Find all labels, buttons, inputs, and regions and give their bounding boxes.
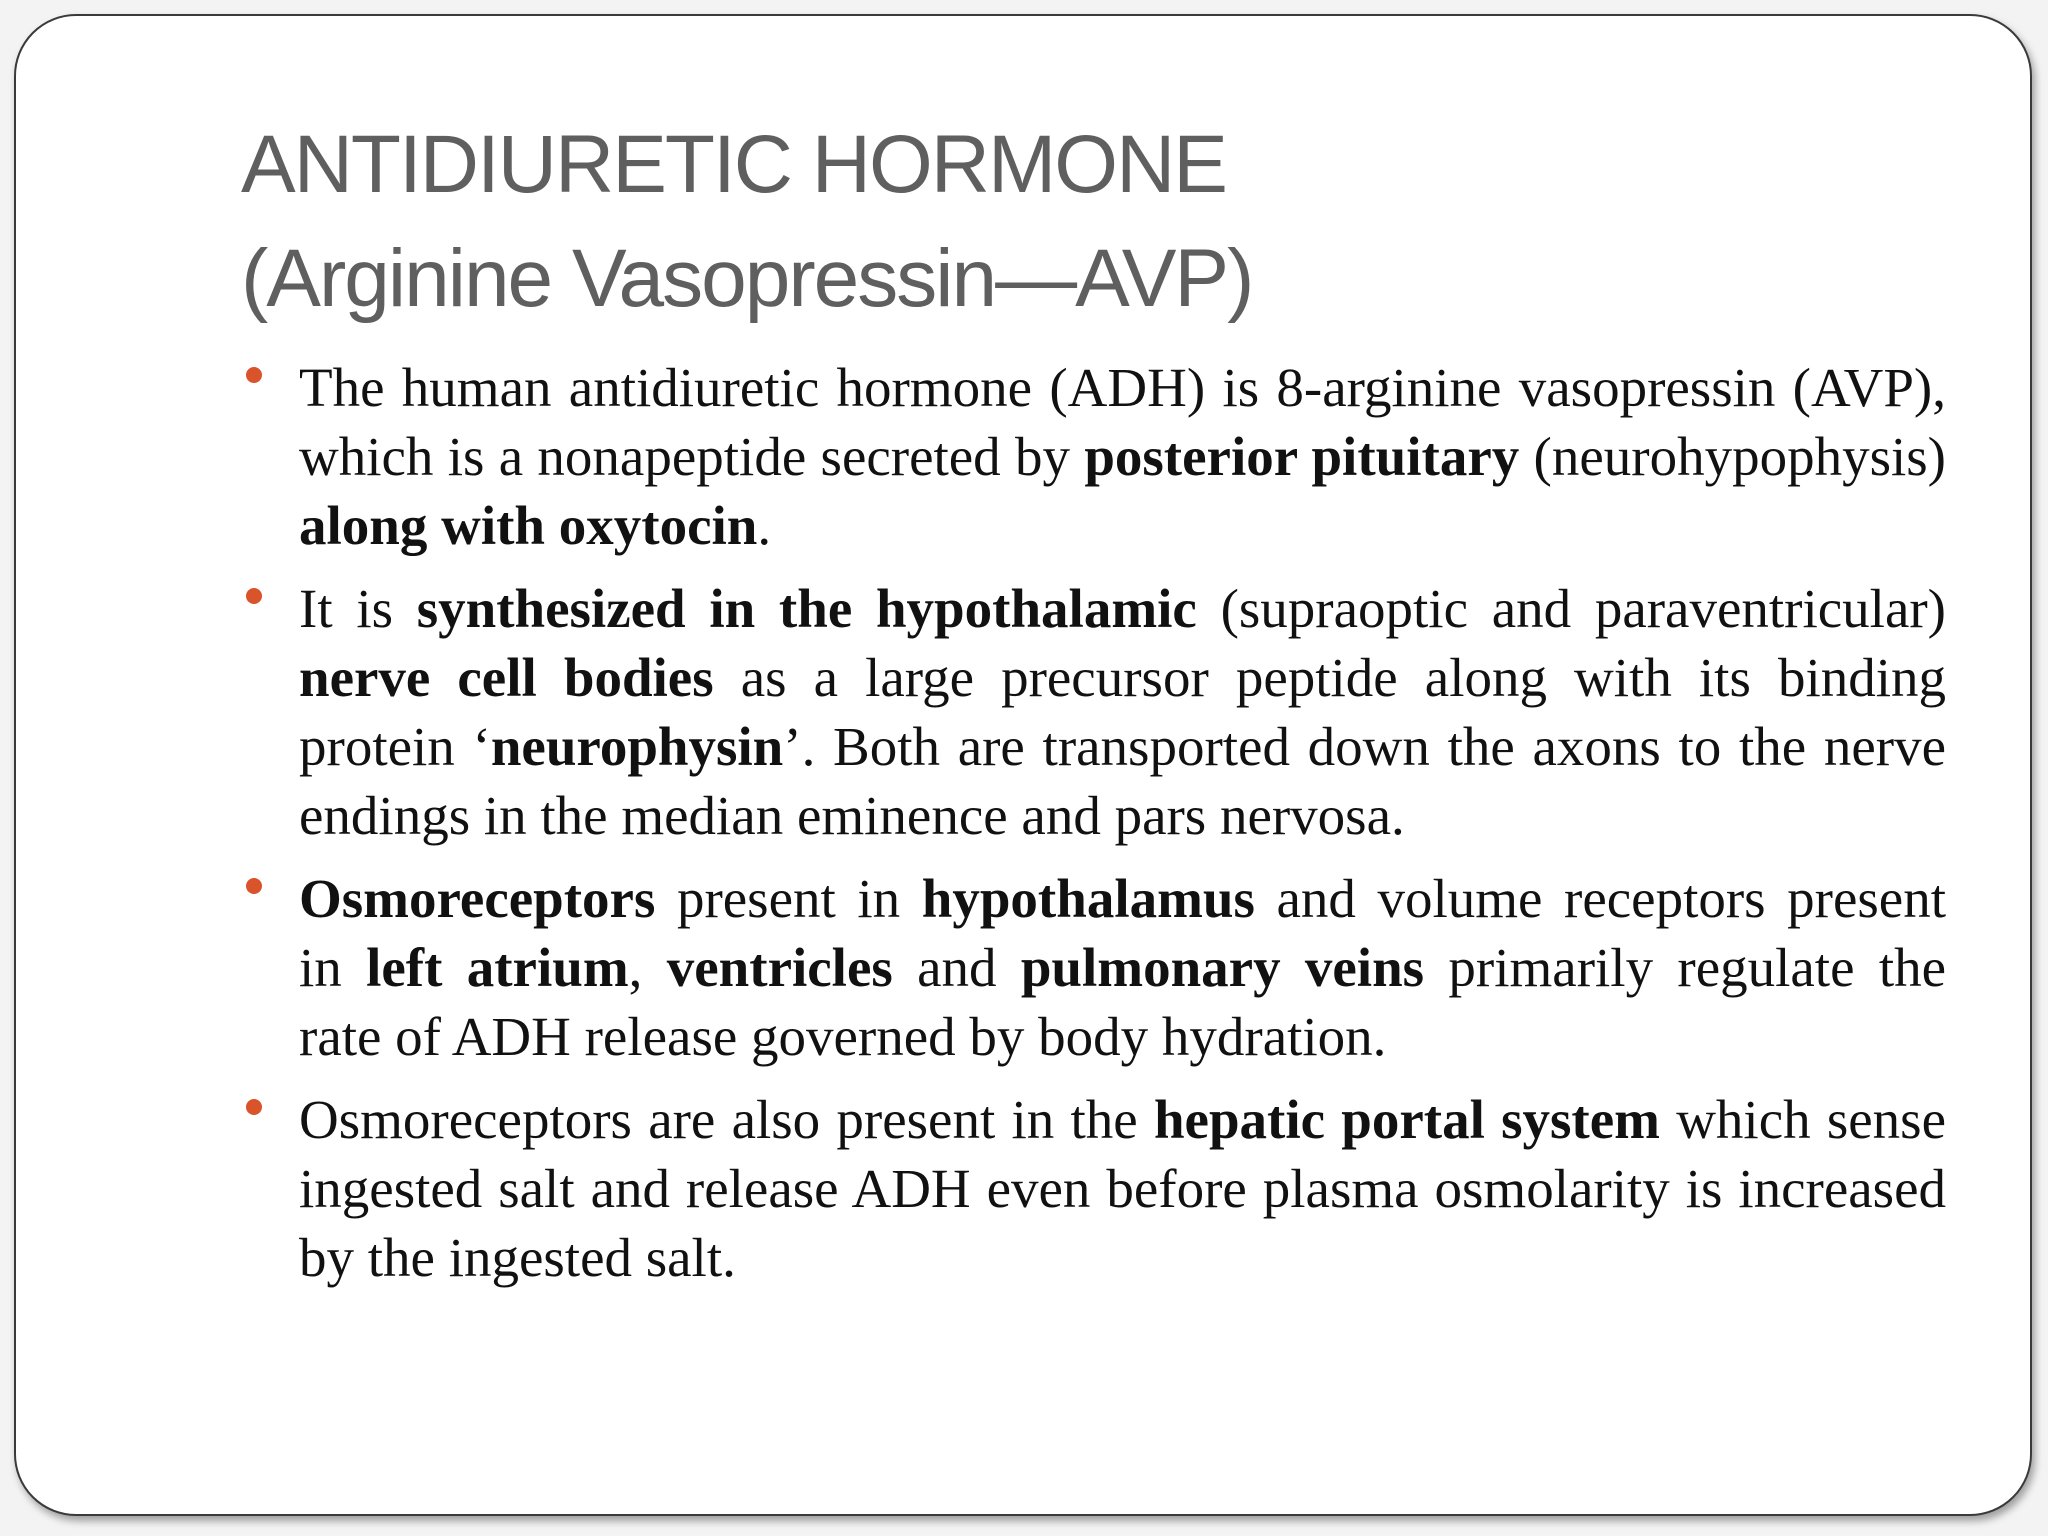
bullet-dot-icon xyxy=(246,588,262,604)
bullet-dot-icon xyxy=(246,367,262,383)
slide-title-line-1: ANTIDIURETIC HORMONE xyxy=(241,119,1226,210)
bullet-text-segment: as a large precursor peptide along with its binding protein ‘ xyxy=(299,647,1947,777)
bullet-text-segment: (supraoptic and paraventricular) xyxy=(1196,578,1946,639)
bullet-bold-segment: along with oxytocin xyxy=(299,495,758,556)
bullet-text-segment: which sense ingested salt and release ADH even before plasma osmolarity is increased by the ingested salt. xyxy=(299,1089,1946,1288)
bullet-text-segment: . xyxy=(757,495,772,556)
bullet-item xyxy=(241,574,1946,850)
bullet-bold-segment: posterior pituitary xyxy=(1084,426,1520,487)
bullet-bold-segment: nerve cell bodies xyxy=(299,647,714,708)
bullet-text xyxy=(299,578,1946,846)
bullet-dot-icon xyxy=(246,1099,262,1115)
bullet-text-segment: (neurohypophysis) xyxy=(1519,426,1946,487)
slide-title-line-2: (Arginine Vasopressin—AVP) xyxy=(241,233,1253,324)
bullet-bold-segment: Osmoreceptors xyxy=(299,868,656,929)
bullet-text-segment: Osmoreceptors are also present in the xyxy=(299,1089,1154,1150)
bullet-list xyxy=(241,353,1946,1306)
bullet-item xyxy=(241,353,1946,560)
bullet-text-segment: primarily regulate the rate of ADH release governed by body hydration. xyxy=(299,937,1947,1067)
bullet-text-segment: and volume receptors present in xyxy=(299,868,1946,998)
slide xyxy=(14,14,2032,1516)
bullet-text-segment: The human antidiuretic hormone (ADH) is 8-arginine vasopressin (AVP), which is a nonapeptide secreted by xyxy=(299,357,1946,487)
bullet-bold-segment: hypothalamus xyxy=(921,868,1255,929)
bullet-bold-segment: pulmonary veins xyxy=(1020,937,1425,998)
bullet-item xyxy=(241,1085,1946,1292)
slide-title xyxy=(241,108,1941,336)
bullet-bold-segment: left atrium xyxy=(366,937,629,998)
bullet-text xyxy=(299,868,1946,1067)
bullet-text xyxy=(299,1089,1946,1288)
bullet-text-segment: , xyxy=(628,937,667,998)
bullet-text-segment: It is xyxy=(299,578,417,639)
bullet-bold-segment: ventricles xyxy=(666,937,893,998)
bullet-text-segment: present in xyxy=(655,868,922,929)
bullet-bold-segment: synthesized in the hypothalamic xyxy=(416,578,1197,639)
bullet-text xyxy=(299,357,1946,556)
bullet-text-segment: ’. Both are transported down the axons to the nerve endings in the median eminence and pars nervosa. xyxy=(299,716,1946,846)
bullet-item xyxy=(241,864,1946,1071)
bullet-text-segment: and xyxy=(892,937,1021,998)
bullet-bold-segment: hepatic portal system xyxy=(1153,1089,1660,1150)
bullet-bold-segment: neurophysin xyxy=(490,716,784,777)
bullet-dot-icon xyxy=(246,878,262,894)
